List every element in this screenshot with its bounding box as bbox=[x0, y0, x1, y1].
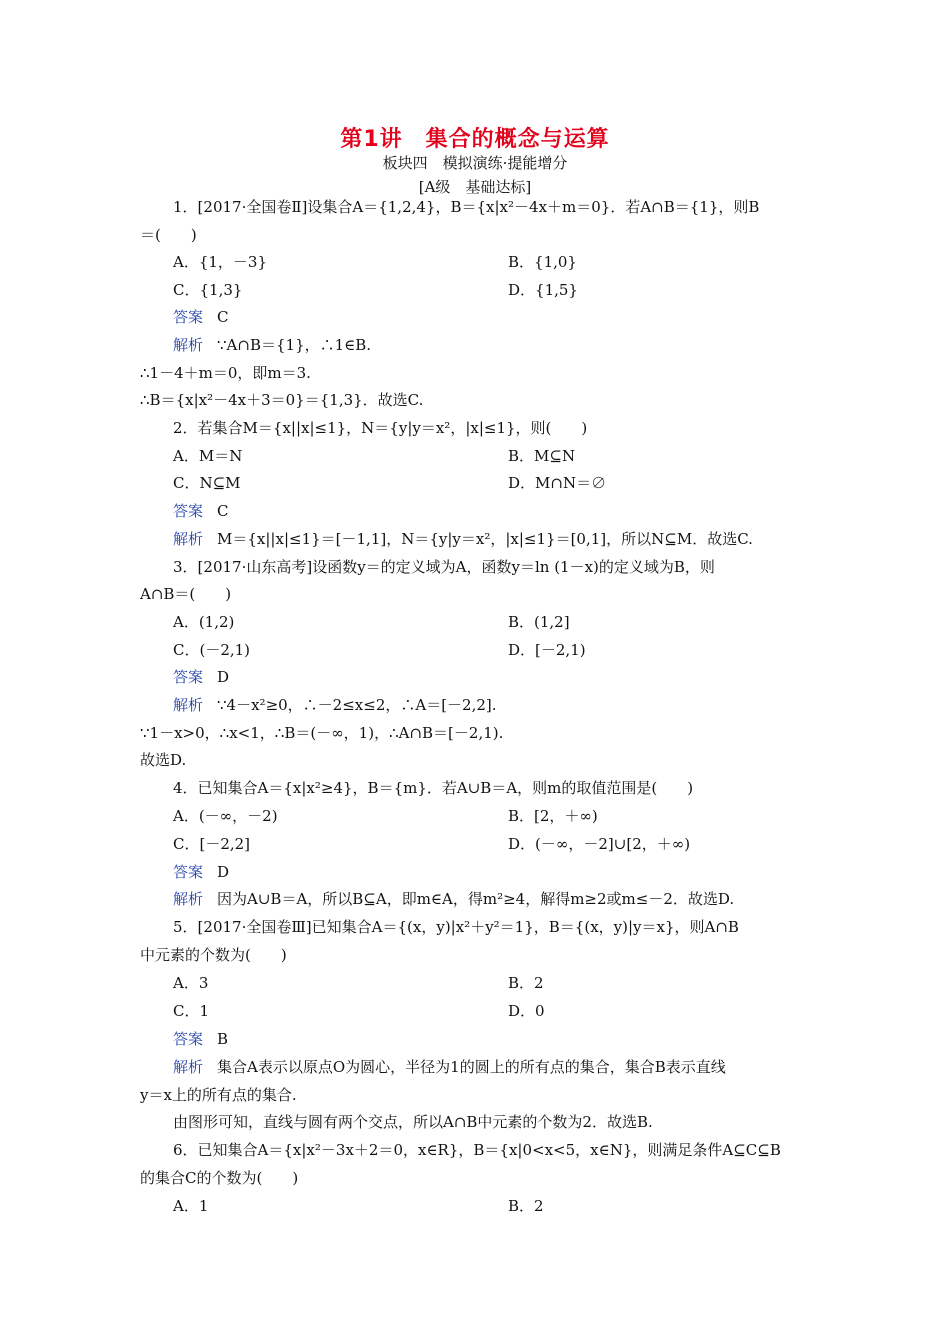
q4-option-a: A．(－∞，－2) bbox=[173, 807, 278, 825]
q3-stem: 3．[2017·山东高考]设函数y＝的定义域为A，函数y＝ln (1－x)的定义域为B，则 bbox=[173, 558, 715, 576]
q3-option-d: D．[－2,1) bbox=[508, 641, 586, 659]
lesson-title: 第1讲 集合的概念与运算 bbox=[340, 127, 610, 152]
q6-stem: 6．已知集合A＝{x|x²－3x＋2＝0，x∈R}，B＝{x|0<x<5，x∈N}，则满足条件A⊆C⊆B bbox=[173, 1141, 781, 1159]
q3-option-c: C．(－2,1) bbox=[173, 641, 251, 659]
q4-option-b: B．[2，＋∞) bbox=[508, 807, 598, 825]
q6-option-a: A．1 bbox=[173, 1197, 209, 1215]
q1-analysis bbox=[173, 335, 853, 355]
q5-option-a: A．3 bbox=[173, 974, 209, 992]
analysis-label: 解析 bbox=[173, 1058, 204, 1076]
q5-option-d: D．0 bbox=[508, 1002, 545, 1020]
q4-answer-value: D bbox=[217, 863, 230, 881]
q2-option-b: B．M⊆N bbox=[508, 447, 576, 465]
q4-stem: 4．已知集合A＝{x|x²≥4}，B＝{m}．若A∪B＝A，则m的取值范围是( ) bbox=[173, 779, 694, 797]
q3-analysis-line3: 故选D. bbox=[140, 751, 187, 769]
answer-label: 答案 bbox=[173, 502, 204, 520]
q1-stem-cont: ＝( ) bbox=[140, 226, 197, 244]
q5-answer bbox=[173, 1029, 853, 1049]
q6-option-b: B．2 bbox=[508, 1197, 544, 1215]
q5-analysis-line2: y＝x上的所有点的集合. bbox=[140, 1086, 297, 1104]
analysis-label: 解析 bbox=[173, 890, 204, 908]
q2-answer-value: C bbox=[217, 502, 229, 520]
q5-answer-value: B bbox=[217, 1030, 229, 1048]
q5-option-c: C．1 bbox=[173, 1002, 210, 1020]
q1-analysis-text: ∵A∩B＝{1}，∴1∈B. bbox=[217, 336, 372, 354]
q4-option-d: D．(－∞，－2]∪[2，＋∞) bbox=[508, 835, 691, 853]
q5-analysis-line3: 由图形可知，直线与圆有两个交点，所以A∩B中元素的个数为2．故选B. bbox=[173, 1113, 653, 1131]
q3-analysis-text: ∵4－x²≥0，∴－2≤x≤2，∴A＝[－2,2]. bbox=[217, 696, 497, 714]
answer-label: 答案 bbox=[173, 668, 204, 686]
q1-answer-value: C bbox=[217, 308, 229, 326]
q5-analysis-text: 集合A表示以原点O为圆心，半径为1的圆上的所有点的集合，集合B表示直线 bbox=[217, 1058, 726, 1076]
q4-analysis-text: 因为A∪B＝A，所以B⊆A，即m∈A，得m²≥4，解得m≥2或m≤－2．故选D. bbox=[217, 890, 735, 908]
q2-option-a: A．M＝N bbox=[173, 447, 243, 465]
q5-option-b: B．2 bbox=[508, 974, 544, 992]
answer-label: 答案 bbox=[173, 1030, 204, 1048]
q1-analysis-line2: ∴1－4＋m＝0，即m＝3. bbox=[140, 364, 311, 382]
q2-answer bbox=[173, 501, 853, 521]
q5-stem: 5．[2017·全国卷Ⅲ]已知集合A＝{(x，y)|x²＋y²＝1}，B＝{(x，y)|y＝x}，则A∩B bbox=[173, 918, 739, 936]
q1-answer bbox=[173, 307, 853, 327]
section-subtitle: 板块四 模拟演练·提能增分 bbox=[382, 154, 568, 172]
analysis-label: 解析 bbox=[173, 696, 204, 714]
answer-label: 答案 bbox=[173, 863, 204, 881]
q6-stem-cont: 的集合C的个数为( ) bbox=[140, 1169, 299, 1187]
q3-stem-cont: A∩B＝( ) bbox=[140, 585, 232, 603]
q2-option-c: C．N⊆M bbox=[173, 474, 241, 492]
q3-answer-value: D bbox=[217, 668, 230, 686]
q2-analysis bbox=[173, 529, 853, 549]
analysis-label: 解析 bbox=[173, 336, 204, 354]
q1-option-b: B．{1,0} bbox=[508, 253, 577, 271]
q3-analysis-line2: ∵1－x>0，∴x<1，∴B＝(－∞，1)，∴A∩B＝[－2,1). bbox=[140, 724, 504, 742]
q1-analysis-line3: ∴B＝{x|x²－4x＋3＝0}＝{1,3}．故选C. bbox=[140, 391, 424, 409]
q4-analysis bbox=[173, 889, 853, 909]
q1-option-a: A．{1，－3} bbox=[173, 253, 268, 271]
q2-option-d: D．M∩N＝∅ bbox=[508, 474, 607, 492]
q4-option-c: C．[－2,2] bbox=[173, 835, 251, 853]
q3-option-a: A．(1,2) bbox=[173, 613, 235, 631]
q3-answer bbox=[173, 667, 853, 687]
answer-label: 答案 bbox=[173, 308, 204, 326]
q3-option-b: B．(1,2] bbox=[508, 613, 570, 631]
level-heading: [A级 基础达标] bbox=[418, 178, 532, 196]
q2-stem: 2．若集合M＝{x||x|≤1}，N＝{y|y＝x²，|x|≤1}，则( ) bbox=[173, 419, 588, 437]
q1-option-d: D．{1,5} bbox=[508, 281, 578, 299]
q1-option-c: C．{1,3} bbox=[173, 281, 243, 299]
q3-analysis bbox=[173, 695, 853, 715]
q2-analysis-text: M＝{x||x|≤1}＝[－1,1]，N＝{y|y＝x²，|x|≤1}＝[0,1]，所以N⊆M．故选C. bbox=[217, 530, 753, 548]
q5-stem-cont: 中元素的个数为( ) bbox=[140, 946, 287, 964]
q5-analysis bbox=[173, 1057, 853, 1077]
analysis-label: 解析 bbox=[173, 530, 204, 548]
q1-stem: 1．[2017·全国卷Ⅱ]设集合A＝{1,2,4}，B＝{x|x²－4x＋m＝0}．若A∩B＝{1}，则B bbox=[173, 198, 760, 216]
q4-answer bbox=[173, 862, 853, 882]
